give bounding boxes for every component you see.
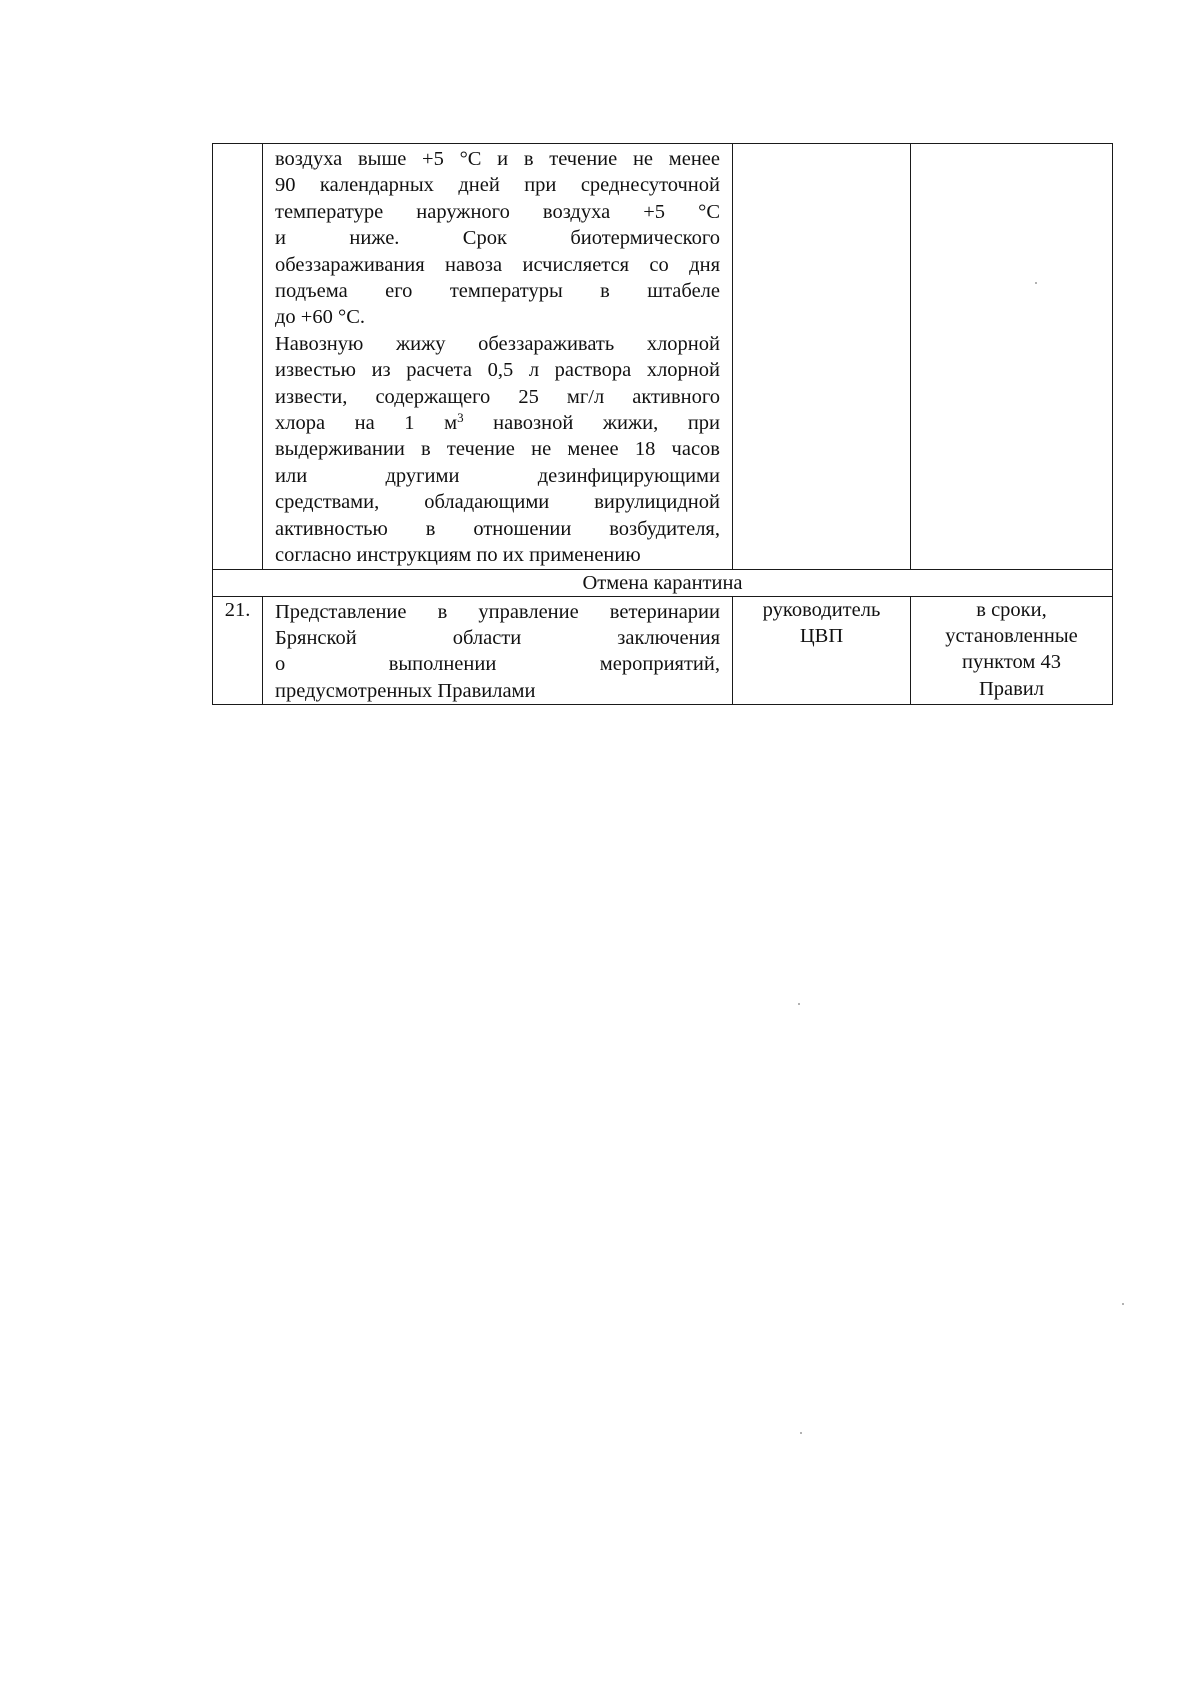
measure-line: обеззараживания навоза исчисляется со дня <box>275 253 720 276</box>
measure-line: известью из расчета 0,5 л раствора хлорной <box>275 359 720 382</box>
measure-line: подъема его температуры в штабеле <box>275 280 720 303</box>
measures-table <box>212 143 1113 705</box>
measure-line: о выполнении мероприятий, <box>275 653 720 676</box>
table-row-21 <box>213 596 1113 705</box>
measure-line: Представление в управление ветеринарии <box>275 600 720 623</box>
table-row-continued <box>213 144 1113 570</box>
scan-speck <box>798 1003 800 1005</box>
row-number-cell <box>213 144 263 570</box>
measure-line-part: хлора на 1 м <box>275 412 458 435</box>
measure-line: средствами, обладающими вирулицидной <box>275 491 720 514</box>
measure-line: согласно инструкциям по их применению <box>275 544 641 567</box>
measure-line: воздуха выше +5 °С и в течение не менее <box>275 148 720 170</box>
measure-line: до +60 °С. <box>275 306 365 329</box>
scan-speck <box>1035 282 1037 284</box>
term-cell <box>911 144 1113 570</box>
measure-line-with-superscript <box>275 410 720 436</box>
measure-line: активностью в отношении возбудителя, <box>275 517 720 540</box>
term-line: Правил <box>978 677 1045 700</box>
measure-line: 90 календарных дней при среднесуточной <box>275 174 720 197</box>
row-number-cell: 21. <box>213 596 263 705</box>
measure-line: температуре наружного воздуха +5 °С <box>275 200 720 223</box>
measure-line-part: навозной жижи, при <box>493 412 721 435</box>
section-heading: Отмена карантина <box>213 569 1113 596</box>
responsible-line: руководитель <box>762 598 881 621</box>
term-line: в сроки, <box>976 598 1047 621</box>
measure-line: выдерживании в течение не менее 18 часов <box>275 438 720 461</box>
responsible-cell <box>733 596 911 705</box>
term-cell <box>911 596 1113 705</box>
measure-line: и ниже. Срок биотермического <box>275 227 720 250</box>
measure-line: Брянской области заключения <box>275 626 720 649</box>
measure-line: или другими дезинфицирующими <box>275 464 720 487</box>
measure-line: Навозную жижу обеззараживать хлорной <box>275 332 720 355</box>
section-heading-row <box>213 569 1113 596</box>
term-line: пунктом 43 <box>961 651 1062 674</box>
measure-text-cell <box>263 144 733 570</box>
scan-speck <box>1122 1303 1124 1305</box>
responsible-cell <box>733 144 911 570</box>
measure-line: предусмотренных Правилами <box>275 679 536 702</box>
superscript-three: 3 <box>457 410 464 426</box>
responsible-line: ЦВП <box>799 624 844 647</box>
scan-speck <box>800 1432 802 1434</box>
term-line: установленные <box>945 624 1078 647</box>
measure-text-cell <box>263 596 733 705</box>
measure-line: извести, содержащего 25 мг/л активного <box>275 385 720 408</box>
